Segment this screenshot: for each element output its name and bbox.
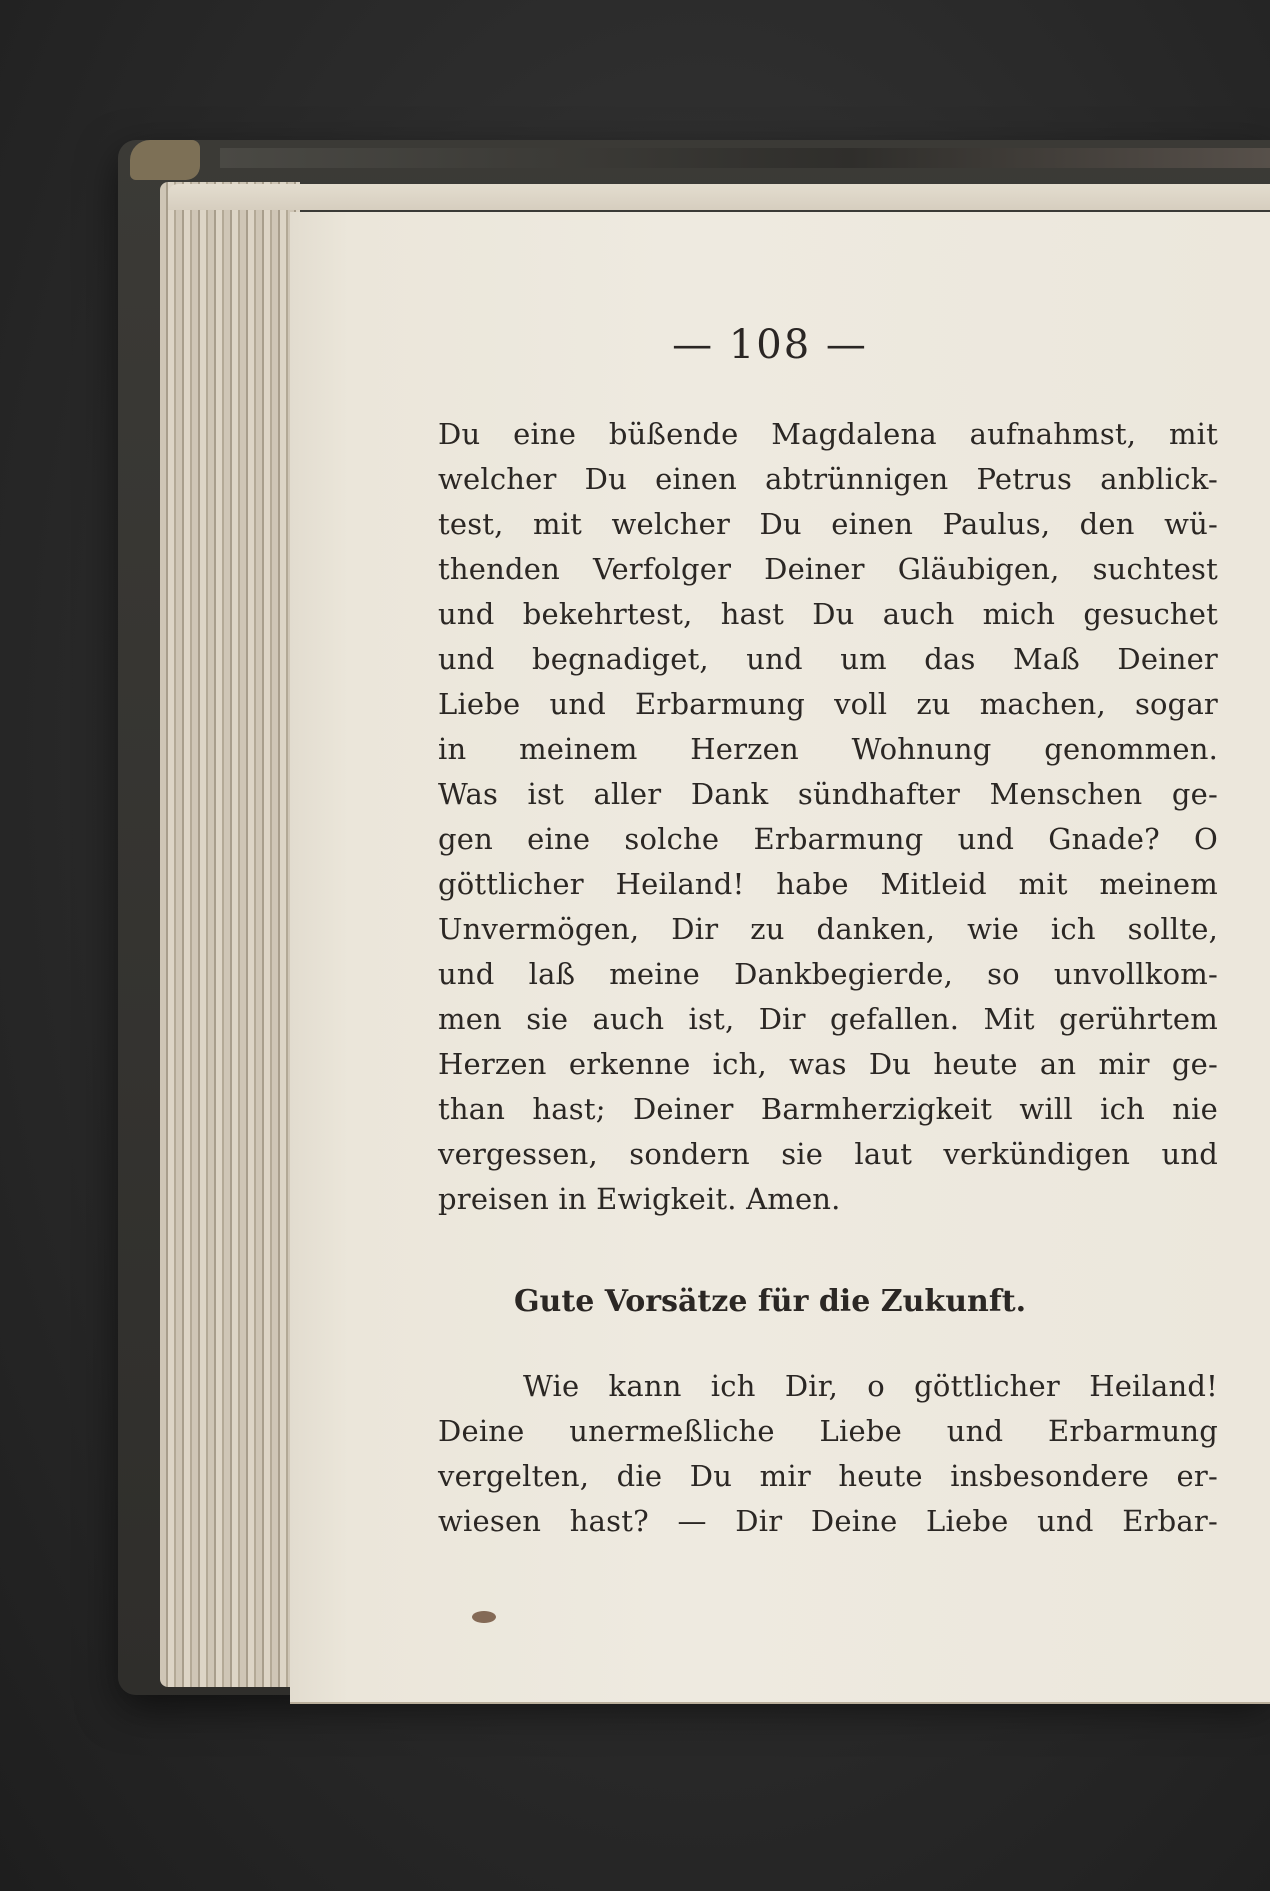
ink-smudge	[472, 1611, 496, 1623]
text-line: und laß meine Dankbegierde, so unvollkom-	[438, 957, 1218, 991]
page-number: — 108 —	[672, 322, 868, 368]
text-line: vergelten, die Du mir heute insbesondere er-	[438, 1459, 1218, 1493]
text-line: gen eine solche Erbarmung und Gnade? O	[438, 822, 1218, 856]
text-line: Deine unermeßliche Liebe und Erbarmung	[438, 1414, 1218, 1448]
text-line: und begnadiget, und um das Maß Deiner	[438, 642, 1218, 676]
text-line: Wie kann ich Dir, o göttlicher Heiland!	[523, 1369, 1218, 1403]
text-line: Liebe und Erbarmung voll zu machen, sogar	[438, 687, 1218, 721]
paragraph-2	[438, 1364, 1218, 1544]
text-line: wiesen hast? — Dir Deine Liebe und Erbar-	[438, 1504, 1218, 1538]
cover-top-edge	[220, 148, 1270, 168]
paragraph-1	[438, 412, 1218, 1222]
text-line: than hast; Deiner Barmherzigkeit will ich nie	[438, 1092, 1218, 1126]
cover-wear-mark	[130, 140, 200, 180]
text-line: welcher Du einen abtrünnigen Petrus anblick-	[438, 462, 1218, 496]
text-line: thenden Verfolger Deiner Gläubigen, suchtest	[438, 552, 1218, 586]
text-line: men sie auch ist, Dir gefallen. Mit gerührtem	[438, 1002, 1218, 1036]
text-line: test, mit welcher Du einen Paulus, den wü-	[438, 507, 1218, 541]
book-page	[290, 212, 1270, 1704]
text-line: Herzen erkenne ich, was Du heute an mir ge-	[438, 1047, 1218, 1081]
text-line: in meinem Herzen Wohnung genommen.	[438, 732, 1218, 766]
text-line: Unvermögen, Dir zu danken, wie ich sollte,	[438, 912, 1218, 946]
text-line: und bekehrtest, hast Du auch mich gesuchet	[438, 597, 1218, 631]
page-top-edge	[168, 184, 1270, 210]
text-line: Du eine büßende Magdalena aufnahmst, mit	[438, 417, 1218, 451]
text-line: Was ist aller Dank sündhafter Menschen ge-	[438, 777, 1218, 811]
section-heading: Gute Vorsätze für die Zukunft.	[513, 1284, 1027, 1319]
text-line: göttlicher Heiland! habe Mitleid mit meinem	[438, 867, 1218, 901]
text-line: vergessen, sondern sie laut verkündigen und	[438, 1137, 1218, 1171]
text-line: preisen in Ewigkeit. Amen.	[438, 1182, 841, 1216]
page-edges	[160, 182, 300, 1687]
